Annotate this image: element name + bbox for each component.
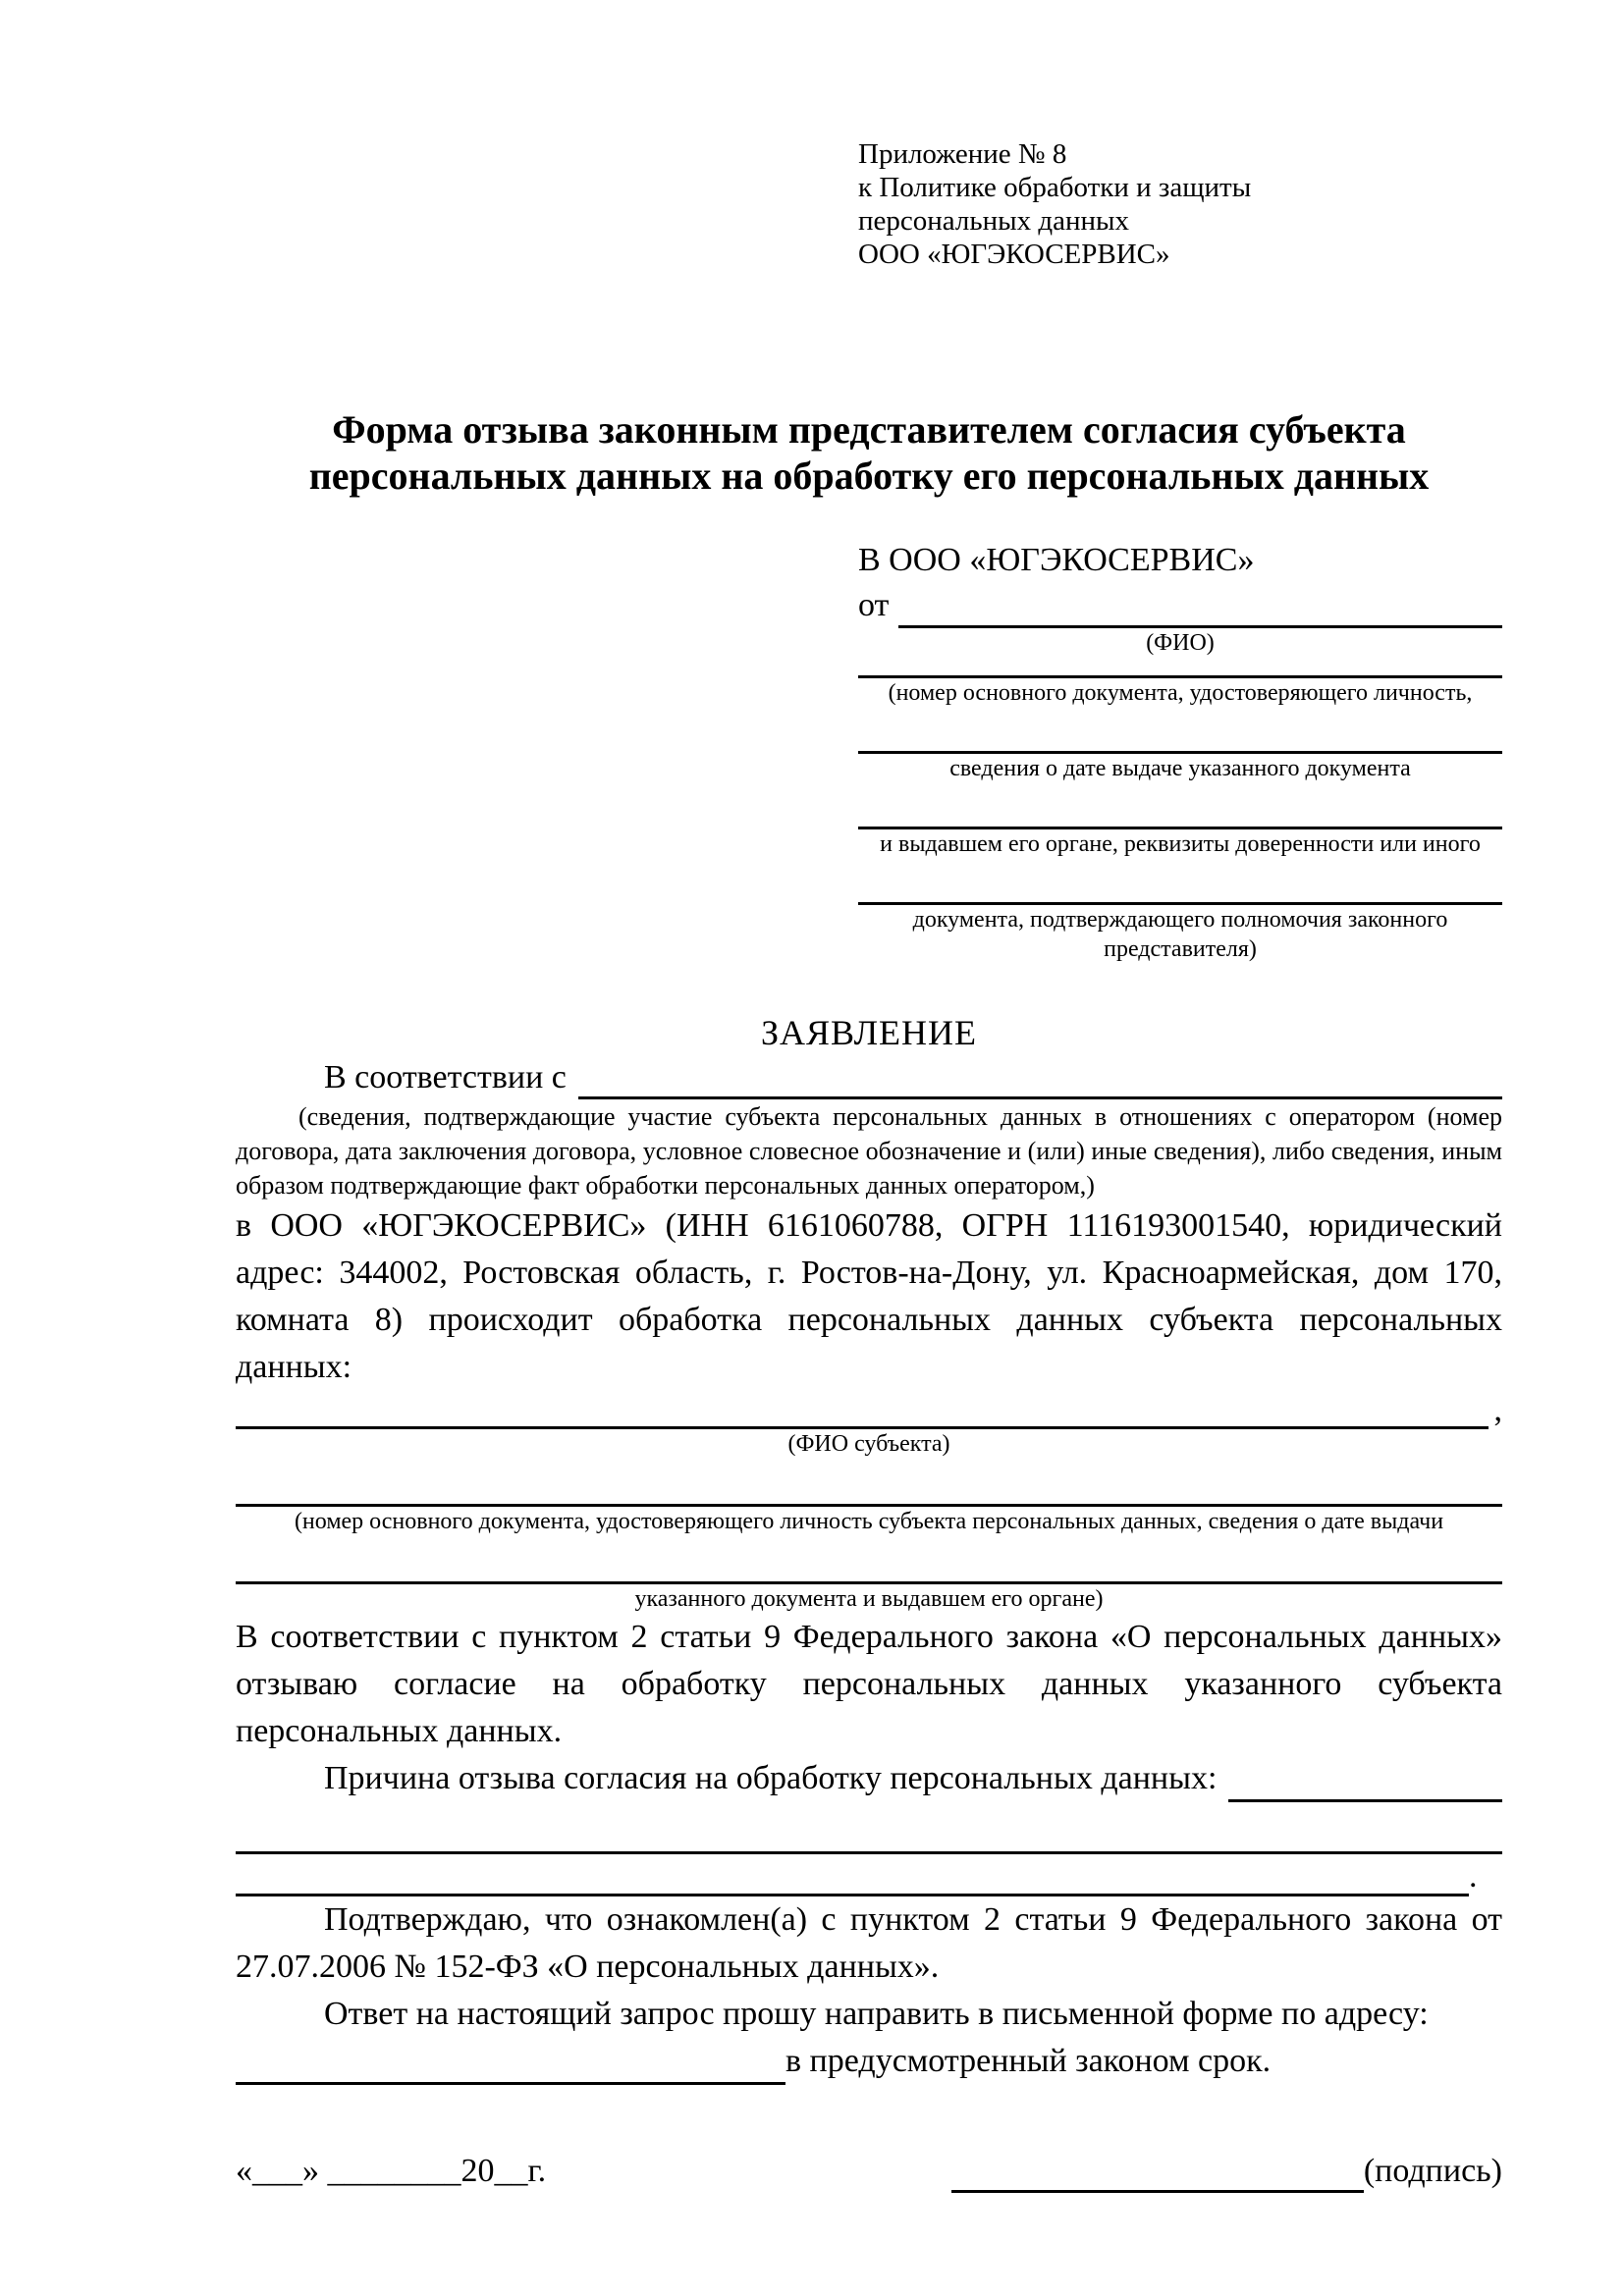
signature-group bbox=[951, 2150, 1502, 2193]
reply-address-row bbox=[236, 2038, 1502, 2085]
reason-blank-line-start bbox=[1228, 1755, 1502, 1802]
subject-doc-caption-1: (номер основного документа, удостоверяющего личность субъекта персональных данных, сведения о дате выдачи bbox=[294, 1509, 1444, 1534]
subject-doc-blank-line-2 bbox=[236, 1536, 1502, 1584]
subject-fio-comma: , bbox=[1493, 1392, 1502, 1428]
statement-intro-label: В соответствии с bbox=[324, 1059, 567, 1095]
date-line: «___» ________20__г. bbox=[236, 2153, 547, 2189]
reason-blank-line-2 bbox=[236, 1854, 1469, 1896]
representative-doc-blank-line-2 bbox=[858, 708, 1502, 754]
fio-blank-line bbox=[898, 583, 1502, 628]
subject-fio-blank-line bbox=[236, 1391, 1489, 1429]
statement-intro-row bbox=[236, 1056, 1502, 1099]
addressee-block bbox=[858, 538, 1502, 964]
reply-address-blank-line bbox=[236, 2043, 785, 2085]
withdrawal-paragraph: В соответствии с пунктом 2 статьи 9 Федерального закона «О персональных данных» отзываю согласие на обработку персональных данных указанного субъекта персональных данных. bbox=[236, 1619, 1502, 1749]
document-title bbox=[236, 406, 1502, 499]
appendix-line-2: к Политике обработки и защиты bbox=[858, 172, 1252, 203]
statement-intro-blank-line bbox=[578, 1056, 1502, 1099]
representative-doc-caption-2: сведения о дате выдаче указанного документа bbox=[949, 756, 1411, 781]
small-print-note: (сведения, подтверждающие участие субъекта персональных данных в отношениях с оператором (номер договора, дата заключения договора, условное словесное обозначение и (или) иные сведения), либо сведения, иным образом подтверждающие факт обработки персональных данных оператором,) bbox=[236, 1102, 1502, 1200]
statement-heading: ЗАЯВЛЕНИЕ bbox=[760, 1013, 978, 1052]
addressee-from-label: от bbox=[858, 587, 890, 623]
representative-doc-caption-3: и выдавшем его органе, реквизиты доверенности или иного bbox=[880, 831, 1481, 857]
subject-doc-caption-2: указанного документа и выдавшем его органе) bbox=[634, 1586, 1104, 1612]
footer-row bbox=[236, 2150, 1502, 2193]
representative-doc-caption-4: документа, подтверждающего полномочия законного представителя) bbox=[912, 907, 1448, 962]
addressee-from-row bbox=[858, 583, 1502, 628]
reason-label: Причина отзыва согласия на обработку персональных данных: bbox=[324, 1760, 1218, 1796]
reason-row bbox=[236, 1755, 1502, 1802]
appendix-line-4: ООО «ЮГЭКОСЕРВИС» bbox=[858, 239, 1170, 270]
reason-blank-line-1 bbox=[236, 1810, 1502, 1854]
operator-paragraph: в ООО «ЮГЭКОСЕРВИС» (ИНН 6161060788, ОГРН 1116193001540, юридический адрес: 344002, Ростовская область, г. Ростов-на-Дону, ул. Красноармейская, дом 170, комната 8) происходит обработка персональных данных субъекта персональных данных: bbox=[236, 1207, 1502, 1385]
representative-doc-blank-line-1 bbox=[858, 658, 1502, 678]
appendix-line-3: персональных данных bbox=[858, 205, 1130, 237]
reply-tail-text: в предусмотренный законом срок. bbox=[785, 2043, 1272, 2079]
representative-doc-blank-line-4 bbox=[858, 859, 1502, 905]
signature-blank-line bbox=[951, 2151, 1364, 2193]
representative-doc-blank-line-3 bbox=[858, 783, 1502, 829]
document-title-line-1: Форма отзыва законным представителем согласия субъекта bbox=[332, 407, 1406, 452]
fio-caption: (ФИО) bbox=[1146, 630, 1215, 656]
addressee-to: В ООО «ЮГЭКОСЕРВИС» bbox=[858, 542, 1255, 578]
signature-caption: (подпись) bbox=[1363, 2153, 1502, 2189]
appendix-block bbox=[858, 137, 1502, 271]
subject-fio-row bbox=[236, 1391, 1502, 1429]
confirmation-paragraph: Подтверждаю, что ознакомлен(а) с пунктом 2 статьи 9 Федерального закона от 27.07.2006 № 152-ФЗ «О персональных данных». bbox=[236, 1901, 1502, 1985]
subject-fio-caption: (ФИО субъекта) bbox=[787, 1431, 950, 1457]
appendix-line-1: Приложение № 8 bbox=[858, 138, 1067, 170]
reason-blank-line-2-row bbox=[236, 1854, 1502, 1896]
document-title-line-2: персональных данных на обработку его персональных данных bbox=[308, 454, 1430, 498]
reason-trailing-period: . bbox=[1469, 1858, 1478, 1895]
representative-doc-caption-1: (номер основного документа, удостоверяющего личность, bbox=[888, 680, 1473, 706]
reply-request-paragraph: Ответ на настоящий запрос прошу направить в письменной форме по адресу: bbox=[324, 1996, 1429, 2032]
subject-doc-blank-line-1 bbox=[236, 1459, 1502, 1507]
